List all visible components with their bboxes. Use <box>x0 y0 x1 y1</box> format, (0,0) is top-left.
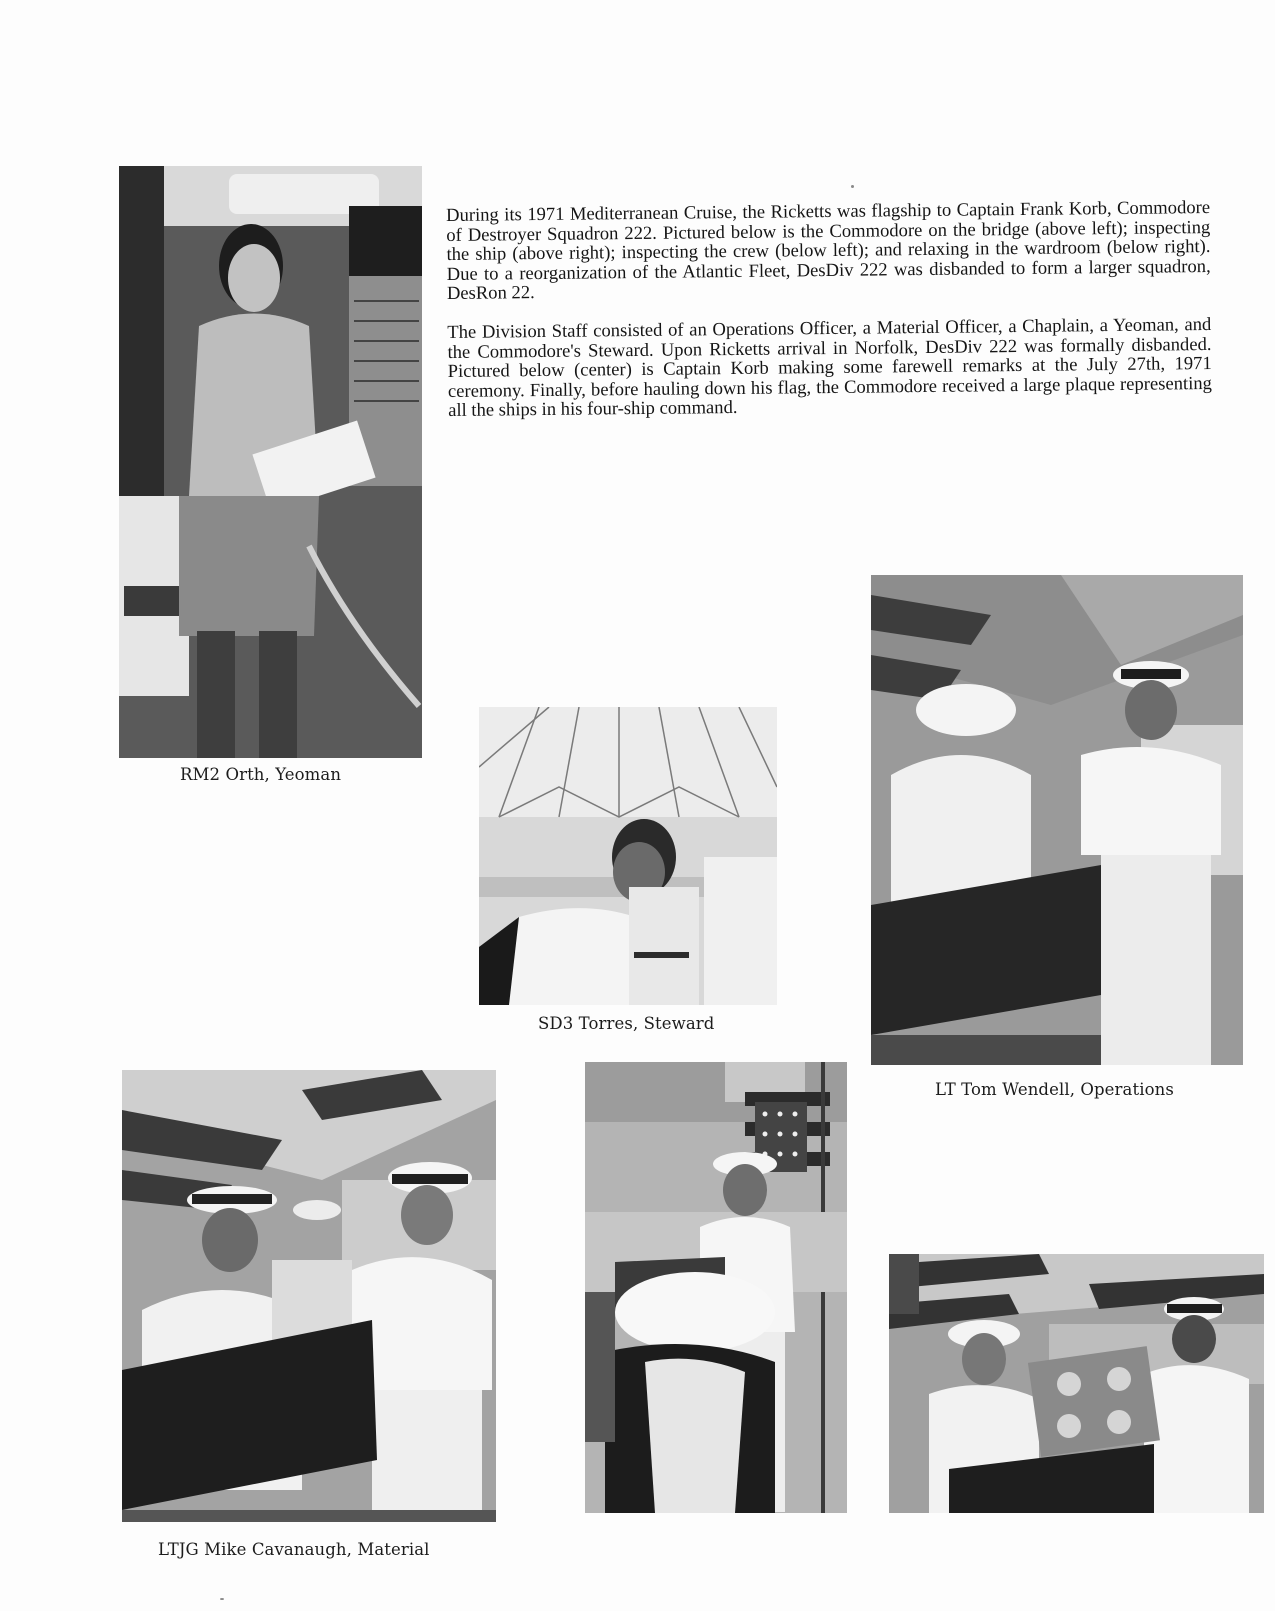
scan-speck <box>220 1598 224 1600</box>
photo-torres <box>479 707 777 1005</box>
photo-torres-image <box>479 707 777 1005</box>
paragraph-cruise: During its 1971 Mediterranean Cruise, the Ricketts was flagship to Captain Frank Korb, Commodore of Destroyer Squadron 222. Pictured below is the Commodore on the bridge (above left); inspecting the ship (above right); inspecting the crew (below left); and relaxing in the wardroom (below right). Due to a reorganization of the Atlantic Fleet, DesDiv 222 was disbanded to form a larger squadron, DesRon 22. <box>445 196 1211 305</box>
photo-wendell <box>871 575 1243 1065</box>
caption-orth: RM2 Orth, Yeoman <box>180 765 342 784</box>
photo-farewell-remarks-image <box>585 1062 847 1513</box>
caption-wendell: LT Tom Wendell, Operations <box>935 1080 1174 1099</box>
photo-plaque-presentation <box>889 1254 1264 1513</box>
photo-orth-image <box>119 166 422 758</box>
photo-cavanaugh <box>122 1070 496 1522</box>
photo-farewell-remarks <box>585 1062 847 1513</box>
photo-wendell-image <box>871 575 1243 1065</box>
caption-torres: SD3 Torres, Steward <box>538 1014 715 1033</box>
photo-orth <box>119 166 422 758</box>
photo-plaque-presentation-image <box>889 1254 1264 1513</box>
photo-cavanaugh-image <box>122 1070 496 1522</box>
intro-text-block <box>446 198 1212 440</box>
caption-cavanaugh: LTJG Mike Cavanaugh, Material <box>158 1540 430 1559</box>
paragraph-division-staff: The Division Staff consisted of an Operations Officer, a Material Officer, a Chaplain, a Yeoman, and the Commodore's Steward. Upon Ricketts arrival in Norfolk, DesDiv 222 was formally disbanded. Pictured below (center) is Captain Korb making some farewell remarks at the July 27th, 1971 ceremony. Finally, before hauling down his flag, the Commodore received a large plaque representing all the ships in his four-ship command. <box>447 313 1213 422</box>
scan-speck <box>851 185 854 188</box>
